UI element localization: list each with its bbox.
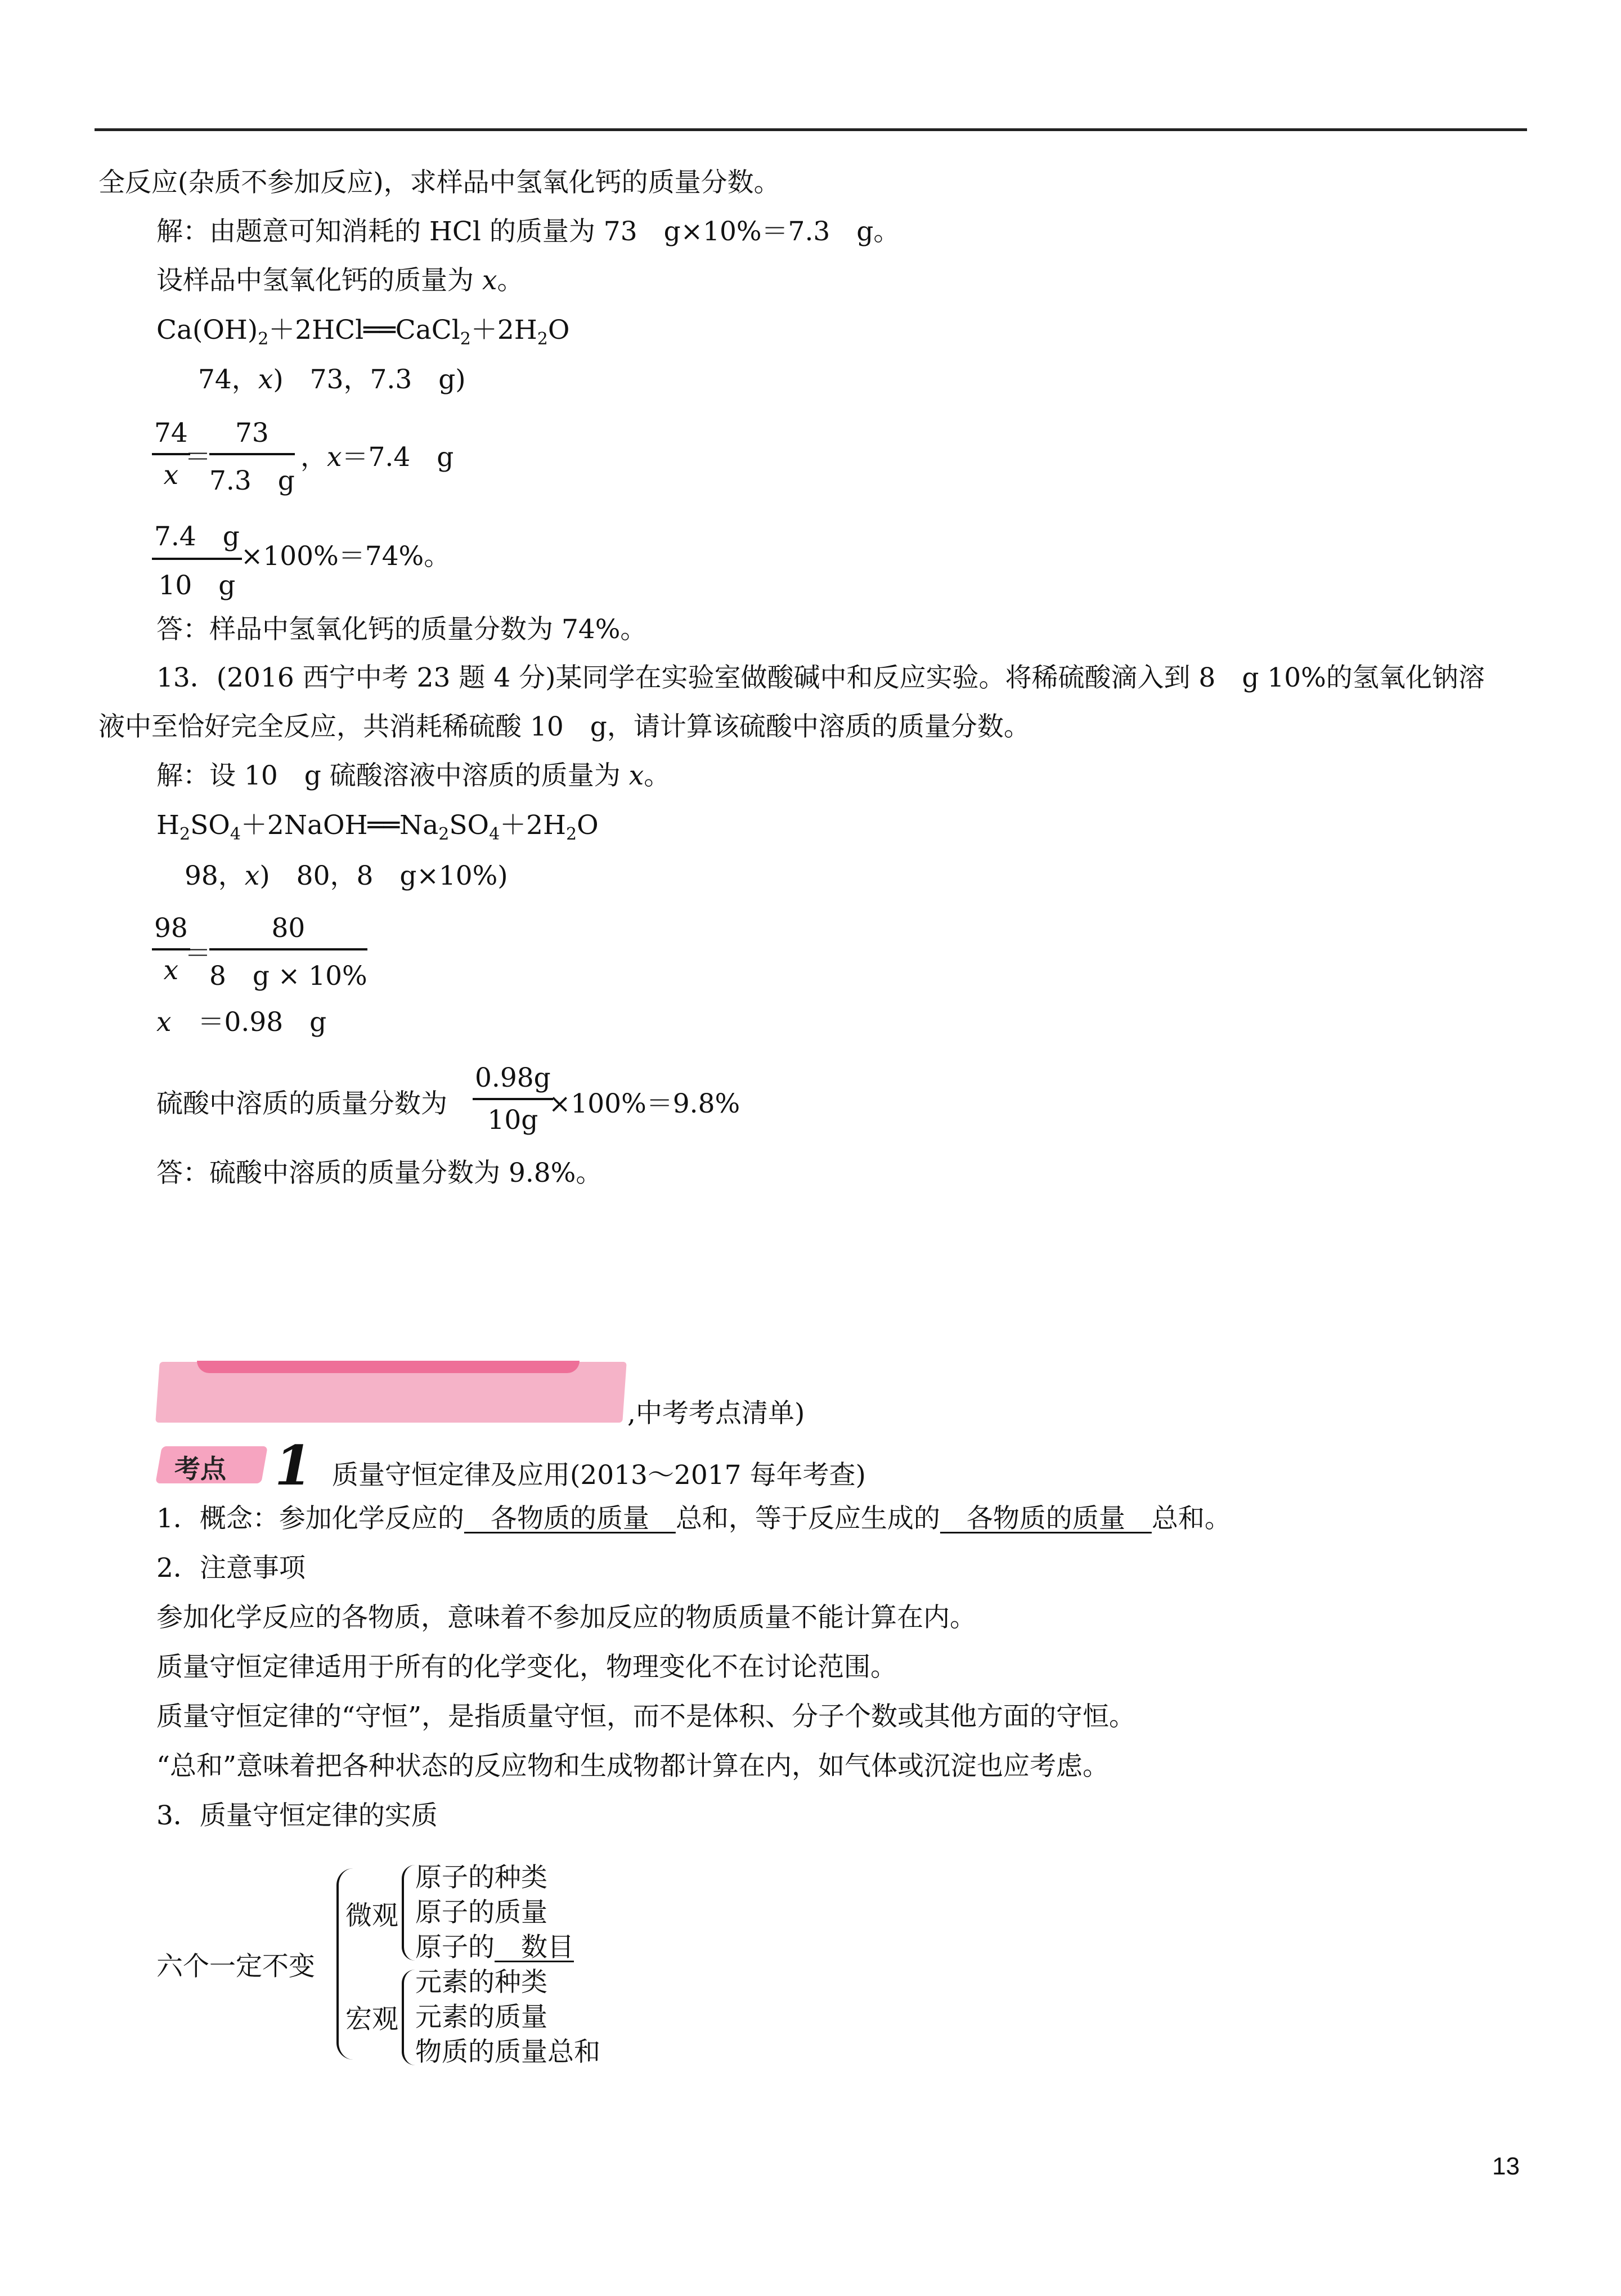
p13-equals: ＝ (185, 938, 211, 969)
note-4: “总和”意味着把各种状态的反应物和生成物都计算在内，如气体或沉淀也应考虑。 (156, 1751, 1110, 1782)
notes-heading: 2．注意事项 (156, 1553, 306, 1584)
macro-label: 宏观 (345, 2004, 398, 2035)
essence-heading: 3．质量守恒定律的实质 (156, 1800, 438, 1831)
concept-line: 1．概念：参加化学反应的 各物质的质量 总和，等于反应生成的 各物质的质量 总和。 (156, 1503, 1231, 1534)
p12-let-line: 设样品中氢氧化钙的质量为 x。 (156, 265, 524, 296)
micro-item-2: 原子的质量 (415, 1897, 547, 1928)
p12-fraction-2: $\frac{73}{7.3 g}$ (209, 418, 295, 496)
note-1: 参加化学反应的各物质，意味着不参加反应的物质质量不能计算在内。 (156, 1602, 976, 1633)
p13-line1: 13．(2016 西宁中考 23 题 4 分)某同学在实验室做酸碱中和反应实验。将稀硫酸滴入到 8 g 10%的氢氧化钠溶 (156, 662, 1485, 693)
p13-fraction-3: $\frac{0.98g}{10g}$ (473, 1062, 553, 1136)
header-rule (95, 128, 1527, 131)
macro-item-1: 元素的种类 (415, 1967, 547, 1998)
p12-equals: ＝ (185, 442, 211, 473)
p13-line2: 液中至恰好完全反应，共消耗稀硫酸 10 g，请计算该硫酸中溶质的质量分数。 (98, 711, 1030, 742)
p13-fraction-1: $\frac{98}{x}$ (152, 913, 190, 986)
micro-item-3: 原子的 数目 (415, 1932, 574, 1963)
p13-answer: 答：硫酸中溶质的质量分数为 9.8%。 (156, 1158, 603, 1189)
p12-fraction-3: $\frac{7.4 g}{10 g}$ (152, 515, 242, 602)
macro-item-3: 物质的质量总和 (415, 2037, 600, 2068)
topic-title: 质量守恒定律及应用(2013～2017 每年考查) (332, 1460, 866, 1491)
p13-ratio: 98，x) 80，8 g×10%) (185, 860, 508, 891)
p13-let-line: 解：设 10 g 硫酸溶液中溶质的质量为 x。 (156, 760, 671, 791)
p13-equation: $H_2SO_4+2NaOH══Na_2SO_4+2H_2O$ (156, 810, 599, 844)
section-banner-label: ,中考考点清单) (627, 1398, 805, 1429)
p12-percent: ×100%＝74%。 (241, 541, 451, 572)
micro-brace (402, 1865, 415, 1961)
macro-brace (402, 1970, 415, 2065)
macro-item-2: 元素的质量 (415, 2002, 547, 2033)
note-3: 质量守恒定律的“守恒”，是指质量守恒，而不是体积、分子个数或其他方面的守恒。 (156, 1701, 1136, 1732)
p13-fraction-2: $\frac{80}{8 g \times 10\%}$ (209, 913, 367, 992)
page-number: 13 (1492, 2152, 1520, 2180)
p12-line1: 全反应(杂质不参加反应)，求样品中氢氧化钙的质量分数。 (98, 167, 780, 198)
six-unchanged-label: 六个一定不变 (156, 1951, 315, 1982)
p13-percent-label: 硫酸中溶质的质量分数为 (156, 1088, 447, 1119)
topic-badge-number: 1 (275, 1434, 312, 1497)
p12-answer: 答：样品中氢氧化钙的质量分数为 74%。 (156, 614, 647, 645)
section-banner-accent (197, 1361, 580, 1373)
micro-item-1: 原子的种类 (415, 1862, 547, 1893)
p13-x-result: x ＝0.98 g (156, 1007, 327, 1038)
p12-solution-line: 解：由题意可知消耗的 HCl 的质量为 73 g×10%＝7.3 g。 (156, 216, 900, 247)
topic-badge-text: 考点 (174, 1454, 226, 1484)
p12-x-result: ，x＝7.4 g (300, 442, 454, 473)
p13-percent-result: ×100%＝9.8% (549, 1088, 740, 1119)
p12-equation: $Ca(OH)_2+2HCl══CaCl_2+2H_2O$ (156, 315, 570, 349)
p12-fraction-1: $\frac{74}{x}$ (152, 418, 190, 491)
micro-label: 微观 (345, 1900, 398, 1931)
p12-ratio: 74，x) 73，7.3 g) (198, 364, 466, 395)
note-2: 质量守恒定律适用于所有的化学变化，物理变化不在讨论范围。 (156, 1652, 897, 1683)
